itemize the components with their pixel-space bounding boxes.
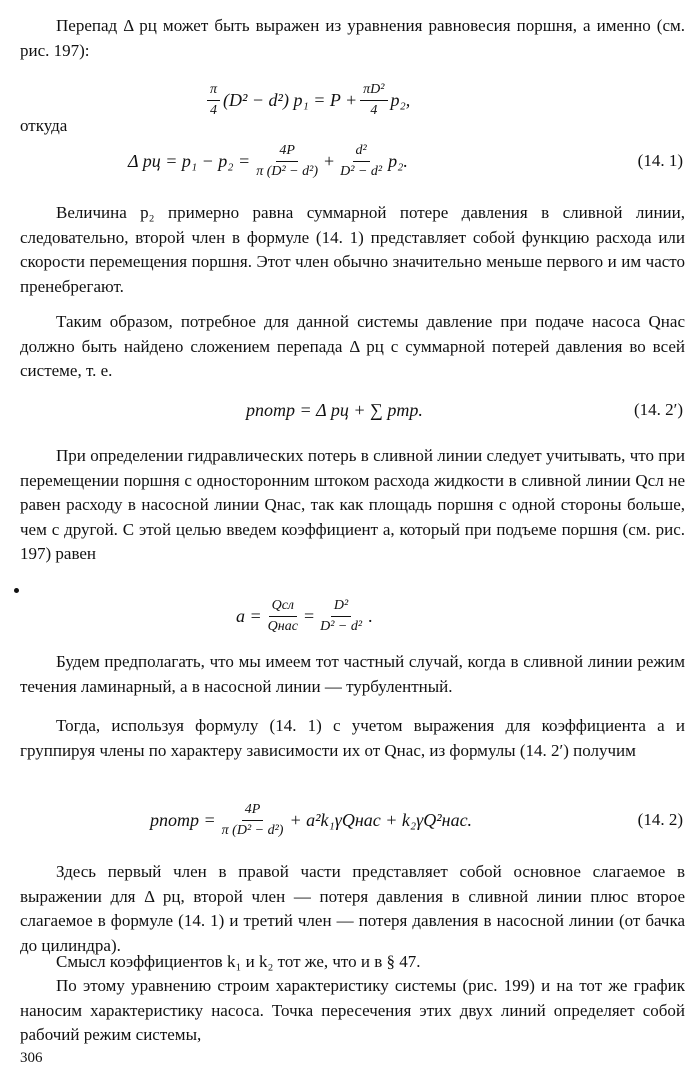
paragraph-p5: Будем предполагать, что мы имеем тот частный случай, когда в сливной линии режим течения ламинарный, а в насосной линии — турбулентный. (20, 652, 685, 696)
paragraph-p9: По этому уравнению строим характеристику системы (рис. 199) и на тот же график наносим характеристику насоса. Точка пересечения этих двух линий определяет собой рабочий режим системы, (20, 976, 685, 1045)
equation-number-14-2: (14. 2) (637, 810, 683, 829)
equation-14-2 (0, 790, 697, 850)
fraction-d2: $\frac{\text{d²}}{\text{D² − d²}}$ (340, 142, 383, 179)
equation-tail: p₂, (390, 89, 411, 110)
equation-number-14-2prime: (14. 2′) (633, 400, 683, 419)
equation-a (0, 586, 697, 646)
equation-equilibrium (0, 70, 697, 130)
fraction-piD2-over-4: $\frac{\text{πD²}}{4}$ (360, 82, 387, 119)
paragraph-p8: Смысл коэффициентов k₁ и k₂ тот же, что и в § 47. (56, 952, 421, 971)
paragraph-p7: Здесь первый член в правой части представляет собой основное слагаемое в выражении для Δ pц, второй член — потеря давления в сливной линии плюс второе слагаемое в формуле (14. 1) и третий член — потеря давления в насосной линии (от бачка до цилиндра). (20, 862, 685, 955)
equation-lhs: pпотр = (150, 809, 216, 830)
equation-lhs: Δ pц = p₁ − p₂ = (128, 150, 251, 171)
paragraph-intro: Перепад Δ pц может быть выражен из уравнения равновесия поршня, а именно (см. рис. 197): (20, 16, 685, 60)
paragraph-p6: Тогда, используя формулу (14. 1) с учетом выражения для коэффициента a и группируя члены по характеру зависимости их от Qнас, из формулы (14. 2′) получим (20, 716, 685, 760)
equation-lhs: a = (236, 605, 262, 626)
fraction-D2: $\frac{\text{D²}}{\text{D² − d²}}$ (320, 597, 363, 634)
word-otkuda: откуда (20, 116, 68, 135)
fraction-4P: $\frac{4P}{\text{π (D² − d²)}}$ (221, 801, 284, 838)
equation-number-14-1: (14. 1) (637, 151, 683, 170)
paragraph-p3: Таким образом, потребное для данной системы давление при подаче насоса Qнас должно быть найдено сложением перепада Δ pц с суммарной потерей давления во всей системе, т. е. (20, 312, 685, 381)
equals-sign: = (303, 605, 315, 626)
page-number: 306 (20, 1050, 43, 1066)
equation-middle: (D² − d²) p₁ = P + (223, 89, 358, 110)
paragraph-p2: Величина p₂ примерно равна суммарной потере давления в сливной линии, следовательно, второй член в формуле (14. 1) представляет собой функцию расхода или скорости перемещения поршня. Этот член обычно значительно меньше первого и им часто пренебрегают. (20, 203, 685, 296)
paragraph-p4: При определении гидравлических потерь в сливной линии следует учитывать, что при перемещении поршня с односторонним штоком расхода жидкости в сливной линии Qсл не равен расходу в насосной линии Qнас, так как площадь поршня с одной стороны больше, чем с другой. С этой целью введем коэффициент a, который при подъеме поршня (см. рис. 197) равен (20, 446, 685, 564)
equation-tail: . (368, 605, 373, 626)
equation-expr: pпотр = Δ pц + ∑ pтр. (246, 399, 423, 420)
equation-tail: + a²k₁γQнас + k₂γQ²нас. (289, 809, 473, 830)
fraction-pi-over-4: $\frac{\pi}{4}$ (207, 82, 220, 119)
equation-14-2prime (0, 380, 697, 440)
fraction-Qsl-Qnas: $\frac{\text{Qсл}}{\text{Qнас}}$ (267, 597, 298, 634)
equation-tail: p₂. (388, 150, 408, 171)
equation-14-1 (0, 131, 697, 191)
fraction-4P: $\frac{4P}{\text{π (D² − d²)}}$ (256, 142, 318, 179)
plus-sign: + (324, 150, 335, 171)
